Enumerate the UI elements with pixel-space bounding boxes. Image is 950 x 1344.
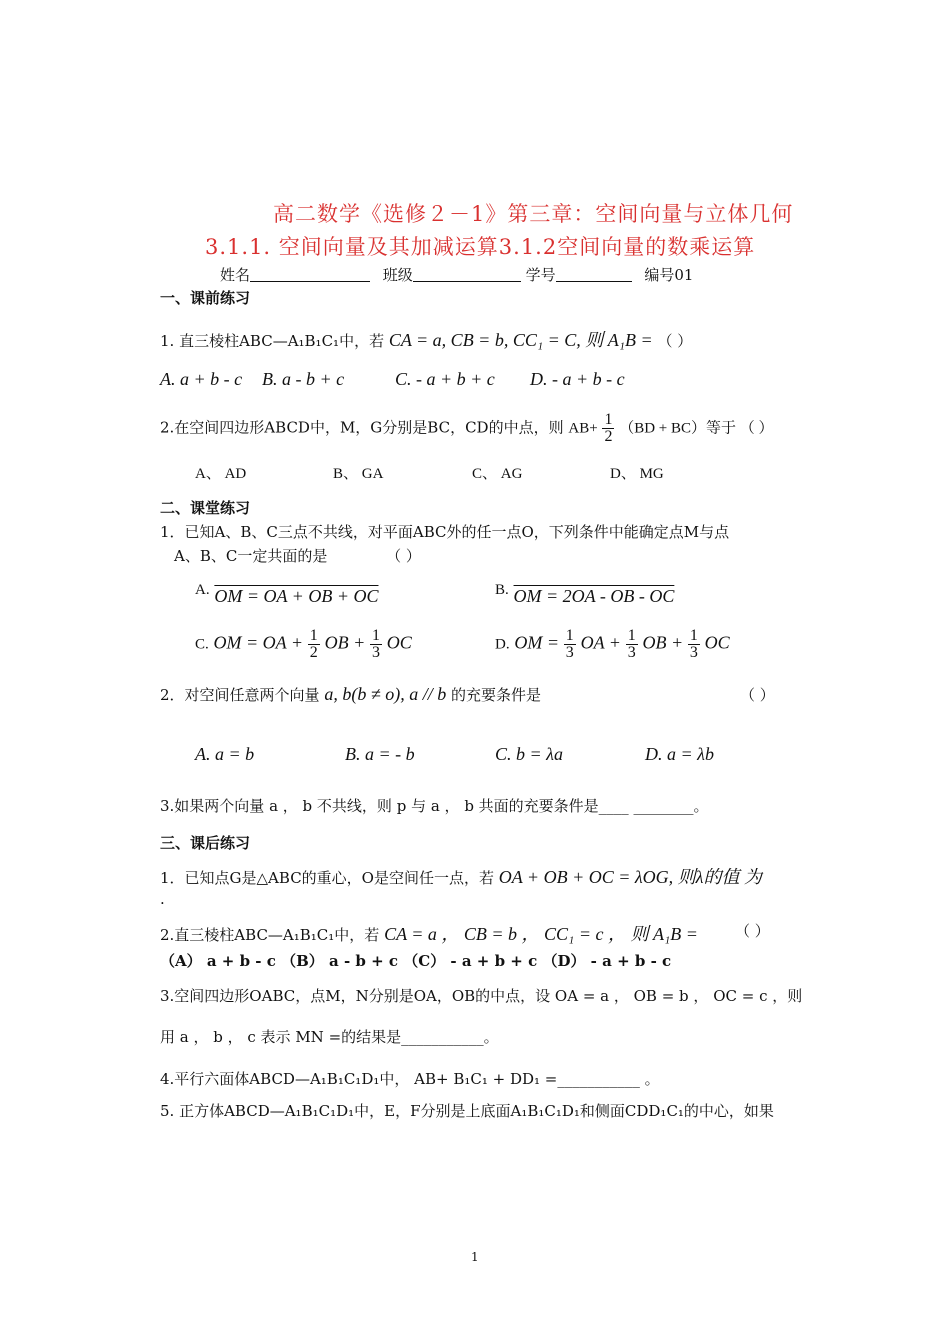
pre-q2-text: 2.在空间四边形ABCD中，M，G分别是BC，CD的中点，则 [160, 418, 564, 437]
pre-q2-option-d: D、 MG [610, 466, 664, 482]
in-q1-line2: A、B、C一定共面的是 （ ） [174, 547, 421, 565]
post-q1: 1．已知点G是△ABC的重心，O是空间任一点，若 OA + OB + OC = λOG, 则λ的值 为 [160, 867, 762, 887]
pre-q1-paren: （ ） [657, 332, 693, 350]
pre-q2-math-pre: AB+ [568, 420, 598, 437]
in-q2-option-d: D. a = λb [645, 744, 714, 764]
title-line1: 高二数学《选修２－1》第三章：空间向量与立体几何 [273, 202, 794, 226]
in-q2-math: a, b(b ≠ o), a // b [324, 684, 447, 704]
name-blank [250, 267, 370, 282]
pre-q1 [160, 326, 692, 352]
id-label: 学号 [525, 266, 556, 284]
pre-q2 [160, 412, 774, 445]
post-q5: 5. 正方体ABCD—A₁B₁C₁D₁中，E，F分别是上底面A₁B₁C₁D₁和侧面CDD₁C₁的中心，如果 [160, 1102, 774, 1120]
post-q2-paren: （ ） [735, 922, 770, 940]
in-q1-option-d: D. OM = $\frac{1}{3}$ OA + $\frac{1}{3}$ OB + $\frac{1}{3}$ OC [495, 627, 730, 661]
pre-q1-math: CA = a, CB = b, CC₁ = C, 则 A₁B = [388, 330, 653, 350]
in-q1-option-b: B. OM = 2OA - OB - OC [495, 582, 675, 606]
pre-q2-option-b: B、 GA [333, 466, 384, 482]
in-q1-paren: （ ） [386, 547, 421, 565]
pre-q2-fraction: $\frac{1}{2}$ [604, 411, 613, 445]
class-label: 班级 [382, 266, 413, 284]
post-q2-options: （A） a + b - c （B） a - b + c （C） - a + b + c （D） - a + b - c [160, 952, 672, 970]
pre-q2-option-c: C、 AG [472, 466, 523, 482]
in-q2-option-a: A. a = b [195, 744, 255, 764]
name-label: 姓名 [220, 266, 251, 284]
page-number: 1 [471, 1250, 479, 1264]
in-q1-line1: 1．已知A、B、C三点不共线，对平面ABC外的任一点O，下列条件中能确定点M与点 [160, 523, 730, 541]
pre-q1-option-b: B. a - b + c [262, 369, 345, 389]
pre-q1-option-c: C. - a + b + c [395, 369, 495, 389]
post-q4: 4.平行六面体ABCD—A₁B₁C₁D₁中， AB+ B₁C₁ + DD₁ =___________ 。 [160, 1070, 660, 1088]
in-q1-option-a: A. OM = OA + OB + OC [195, 582, 379, 606]
post-q1-dot: . [160, 890, 165, 908]
serial-label: 编号01 [644, 266, 694, 284]
in-q2-option-b: B. a = - b [345, 744, 415, 764]
in-q2: 2．对空间任意两个向量 a, b(b ≠ o), a // b 的充要条件是 [160, 684, 541, 704]
section-in-heading: 二、课堂练习 [160, 499, 251, 517]
id-blank [556, 267, 632, 282]
section-post-heading: 三、课后练习 [160, 834, 251, 852]
post-q2: 2.直三棱柱ABC—A₁B₁C₁中，若 CA = a ， CB = b ， CC₁ = c ， 则 A₁B = [160, 924, 698, 944]
info-line [220, 264, 693, 285]
pre-q1-option-d: D. - a + b - c [530, 369, 625, 389]
title-line2: 3.1.1. 空间向量及其加减运算3.1.2空间向量的数乘运算 [205, 235, 756, 259]
section-pre-heading: 一、课前练习 [160, 289, 251, 307]
in-q2-option-c: C. b = λa [495, 744, 563, 764]
post-q3-line1: 3.空间四边形OABC，点M，N分别是OA，OB的中点，设 OA = a ， OB = b ， OC = c ，则 [160, 987, 803, 1005]
pre-q1-text: 1. 直三棱柱ABC—A₁B₁C₁中，若 [160, 332, 385, 350]
pre-q1-option-a: A. a + b - c [160, 369, 243, 389]
pre-q2-option-a: A、 AD [195, 466, 247, 482]
post-q3-line2: 用 a ， b ， c 表示 MN =的结果是___________。 [160, 1028, 499, 1046]
in-q1-option-c: C. OM = OA + $\frac{1}{2}$ OB + $\frac{1}{3}$ OC [195, 627, 412, 661]
pre-q2-math-post: （BD + BC）等于 （ ） [619, 420, 774, 437]
class-blank [413, 267, 521, 282]
in-q2-paren: （ ） [740, 686, 775, 704]
post-q1-math: OA + OB + OC = λOG, 则λ的值 为 [498, 867, 762, 887]
post-q2-math: CA = a ， CB = b ， CC₁ = c ， 则 A₁B = [384, 924, 698, 944]
in-q3: 3.如果两个向量 a ， b 不共线，则 p 与 a ， b 共面的充要条件是____ ________。 [160, 797, 709, 815]
